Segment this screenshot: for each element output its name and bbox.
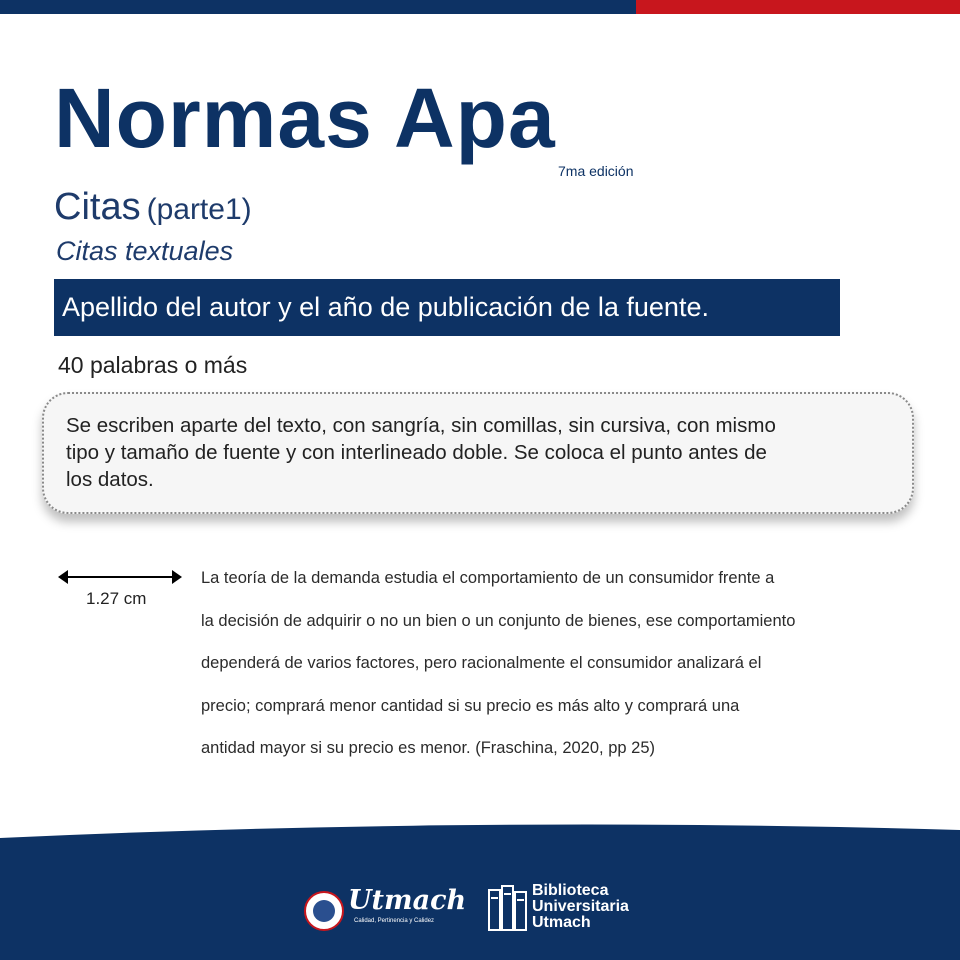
quote-line: La teoría de la demanda estudia el comportamiento de un consumidor frente a [201, 569, 775, 587]
rule-description-box [42, 392, 914, 514]
library-name-line: Universitaria [532, 898, 629, 915]
subtitle-text: Citas [54, 186, 141, 228]
indent-measure-label: 1.27 cm [86, 589, 147, 608]
library-name [532, 883, 629, 931]
section-heading: Citas textuales [56, 236, 234, 266]
rule-heading: 40 palabras o más [58, 352, 248, 378]
page-title: Normas Apa [54, 71, 556, 165]
quote-line: precio; comprará menor cantidad si su precio es más alto y comprará una [201, 696, 740, 715]
quote-line: dependerá de varios factores, pero racionalmente el consumidor analizará el [201, 654, 762, 672]
footer-wave [0, 820, 960, 960]
books-icon [488, 884, 528, 932]
subtitle [54, 186, 252, 229]
rule-line: los datos. [66, 468, 154, 491]
library-logo [488, 883, 658, 935]
university-seal-icon [304, 891, 344, 931]
footer [0, 820, 960, 960]
block-quote-example [201, 567, 931, 780]
quote-line: la decisión de adquirir o no un bien o un conjunto de bienes, ese comportamiento [201, 611, 796, 630]
edition-label: 7ma edición [558, 163, 634, 179]
subtitle-note: (parte1) [146, 193, 252, 226]
library-name-line: Utmach [532, 914, 591, 931]
utmach-logo [304, 885, 467, 933]
quote-line: antidad mayor si su precio es menor. (Fraschina, 2020, pp 25) [201, 739, 655, 757]
rule-line: Se escriben aparte del texto, con sangría, sin comillas, sin cursiva, con mismo [66, 414, 776, 437]
rule-line: tipo y tamaño de fuente y con interlineado doble. Se coloca el punto antes de [66, 441, 767, 464]
top-accent-bar-blue [0, 0, 636, 14]
double-arrow-icon [58, 566, 182, 588]
utmach-tagline: Calidad, Pertinencia y Calidez [354, 918, 435, 924]
library-name-line: Biblioteca [532, 882, 609, 899]
top-accent-bar-red [636, 0, 960, 14]
highlight-banner: Apellido del autor y el año de publicación de la fuente. [54, 279, 840, 336]
utmach-wordmark: Utmach [348, 885, 467, 916]
